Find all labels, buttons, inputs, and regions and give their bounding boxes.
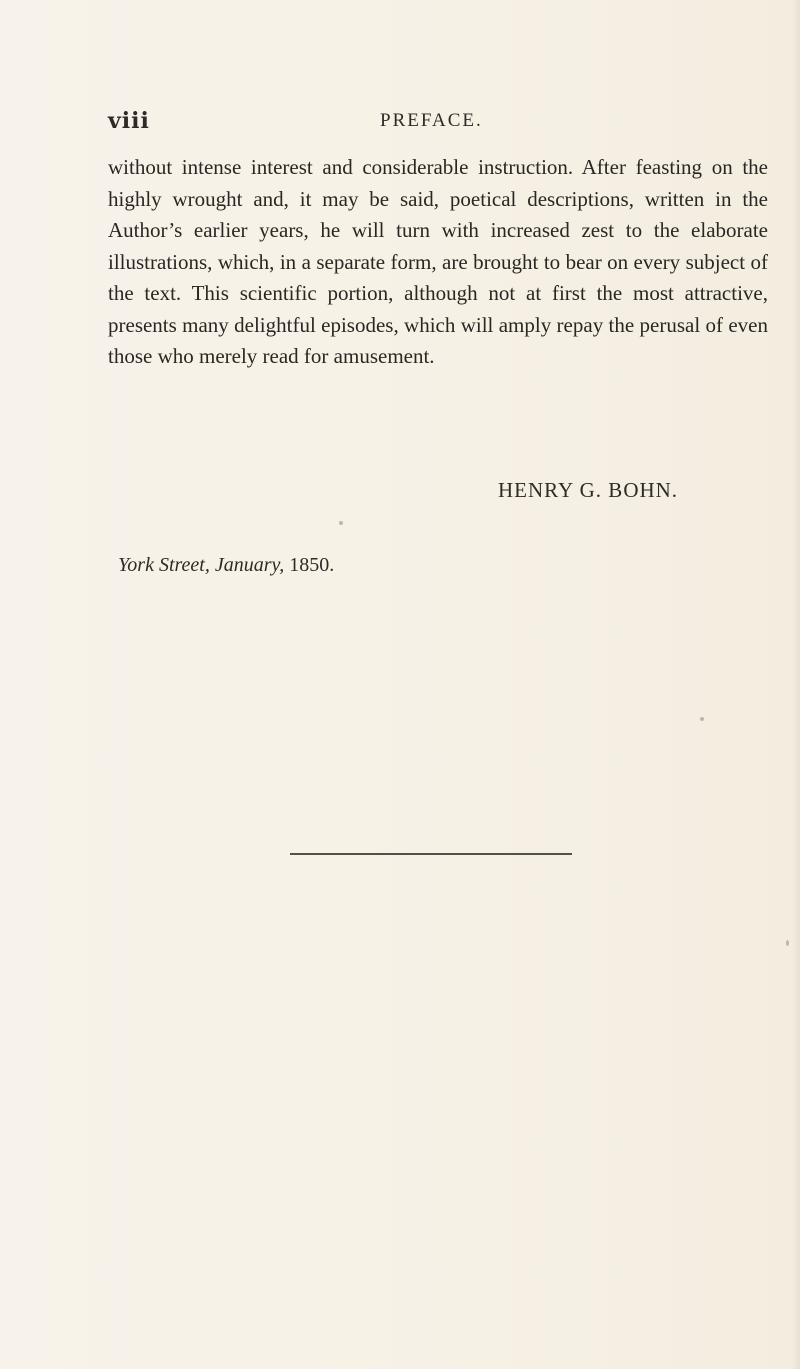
running-head: PREFACE. [380,110,483,131]
end-rule [290,853,572,855]
paper-speck [700,717,704,721]
page-edge-shadow [792,0,800,1369]
place-and-date [118,554,334,577]
page-header [108,108,768,138]
page-number: viii [108,108,150,134]
paper-speck [786,940,789,946]
preface-paragraph: without intense interest and considerable instruction. After feasting on the highly wrought and, it may be said, poetical descriptions, written in the Author’s earlier years, he will turn with increased zest to the elaborate illustrations, which, in a separate form, are brought to bear on every subject of the text. This scientific portion, although not at first the most attractive, presents many delightful episodes, which will amply repay the perusal of even those who merely read for amusement. [108,155,768,368]
place-date-year: 1850. [289,554,335,576]
place-date-location: York Street, January, [118,554,285,576]
paper-speck [339,521,343,525]
author-signature: HENRY G. BOHN. [498,478,679,502]
